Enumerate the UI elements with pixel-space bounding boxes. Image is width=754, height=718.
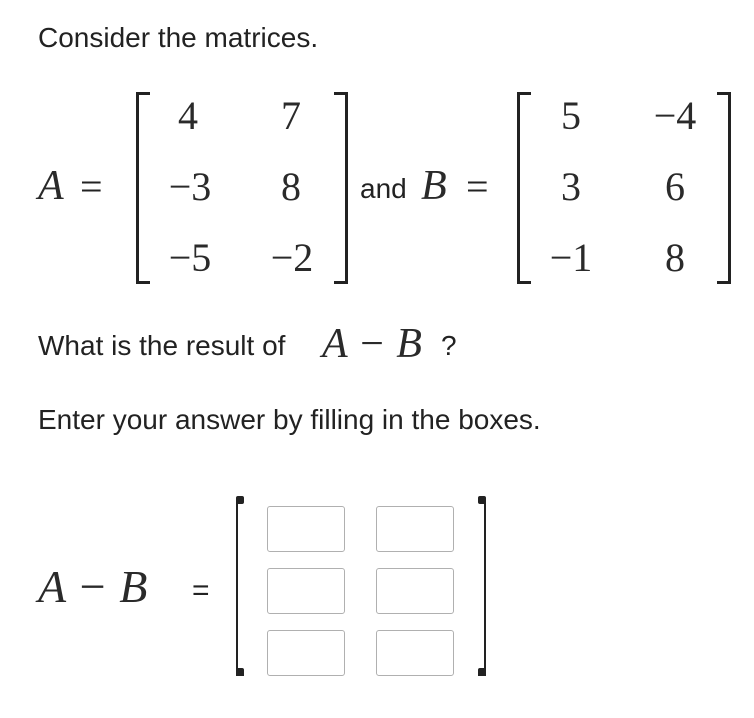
instruction-text: Enter your answer by filling in the boxes.: [38, 404, 541, 435]
matrix-b-cell: −1: [549, 235, 593, 280]
answer-input-r1c1[interactable]: [267, 506, 345, 552]
matrix-b-label: B: [421, 163, 447, 209]
and-connector: and: [360, 173, 407, 204]
answer-input-r3c1[interactable]: [267, 630, 345, 676]
answer-equals: =: [192, 574, 210, 607]
question-text: What is the result of: [38, 330, 286, 361]
matrix-a-cell: 7: [281, 93, 301, 138]
answer-input-r1c2[interactable]: [376, 506, 454, 552]
answer-input-r2c1[interactable]: [267, 568, 345, 614]
matrix-a-cell: −2: [270, 235, 314, 280]
question-mark: ?: [441, 330, 457, 361]
left-bracket-bottom-handle: [236, 668, 244, 676]
matrix-a-right-bracket: [334, 92, 348, 284]
answer-label: A − B: [38, 561, 148, 612]
matrix-a-equals: =: [80, 164, 103, 209]
intro-text: Consider the matrices.: [38, 22, 319, 53]
answer-left-bracket: [236, 498, 244, 676]
matrix-a-cell: −3: [168, 164, 212, 209]
matrix-b-cell: 6: [665, 164, 685, 209]
matrix-b-left-bracket: [517, 92, 531, 284]
matrix-b-cell: 8: [665, 235, 685, 280]
right-bracket-bottom-handle: [478, 668, 486, 676]
left-bracket-top-handle: [236, 496, 244, 504]
answer-right-bracket: [478, 498, 486, 676]
matrix-b-cell: −4: [653, 93, 697, 138]
matrix-a-left-bracket: [136, 92, 150, 284]
matrix-b-equals: =: [466, 164, 489, 209]
answer-input-r2c2[interactable]: [376, 568, 454, 614]
question-expression: A − B: [322, 321, 422, 367]
answer-input-r3c2[interactable]: [376, 630, 454, 676]
matrix-b-right-bracket: [717, 92, 731, 284]
right-bracket-top-handle: [478, 496, 486, 504]
matrix-b-cell: 3: [561, 164, 581, 209]
matrix-b-cell: 5: [561, 93, 581, 138]
matrix-a-cell: 4: [178, 93, 198, 138]
matrix-a-cell: 8: [281, 164, 301, 209]
matrix-a-cell: −5: [168, 235, 212, 280]
matrix-a-label: A: [38, 163, 64, 209]
